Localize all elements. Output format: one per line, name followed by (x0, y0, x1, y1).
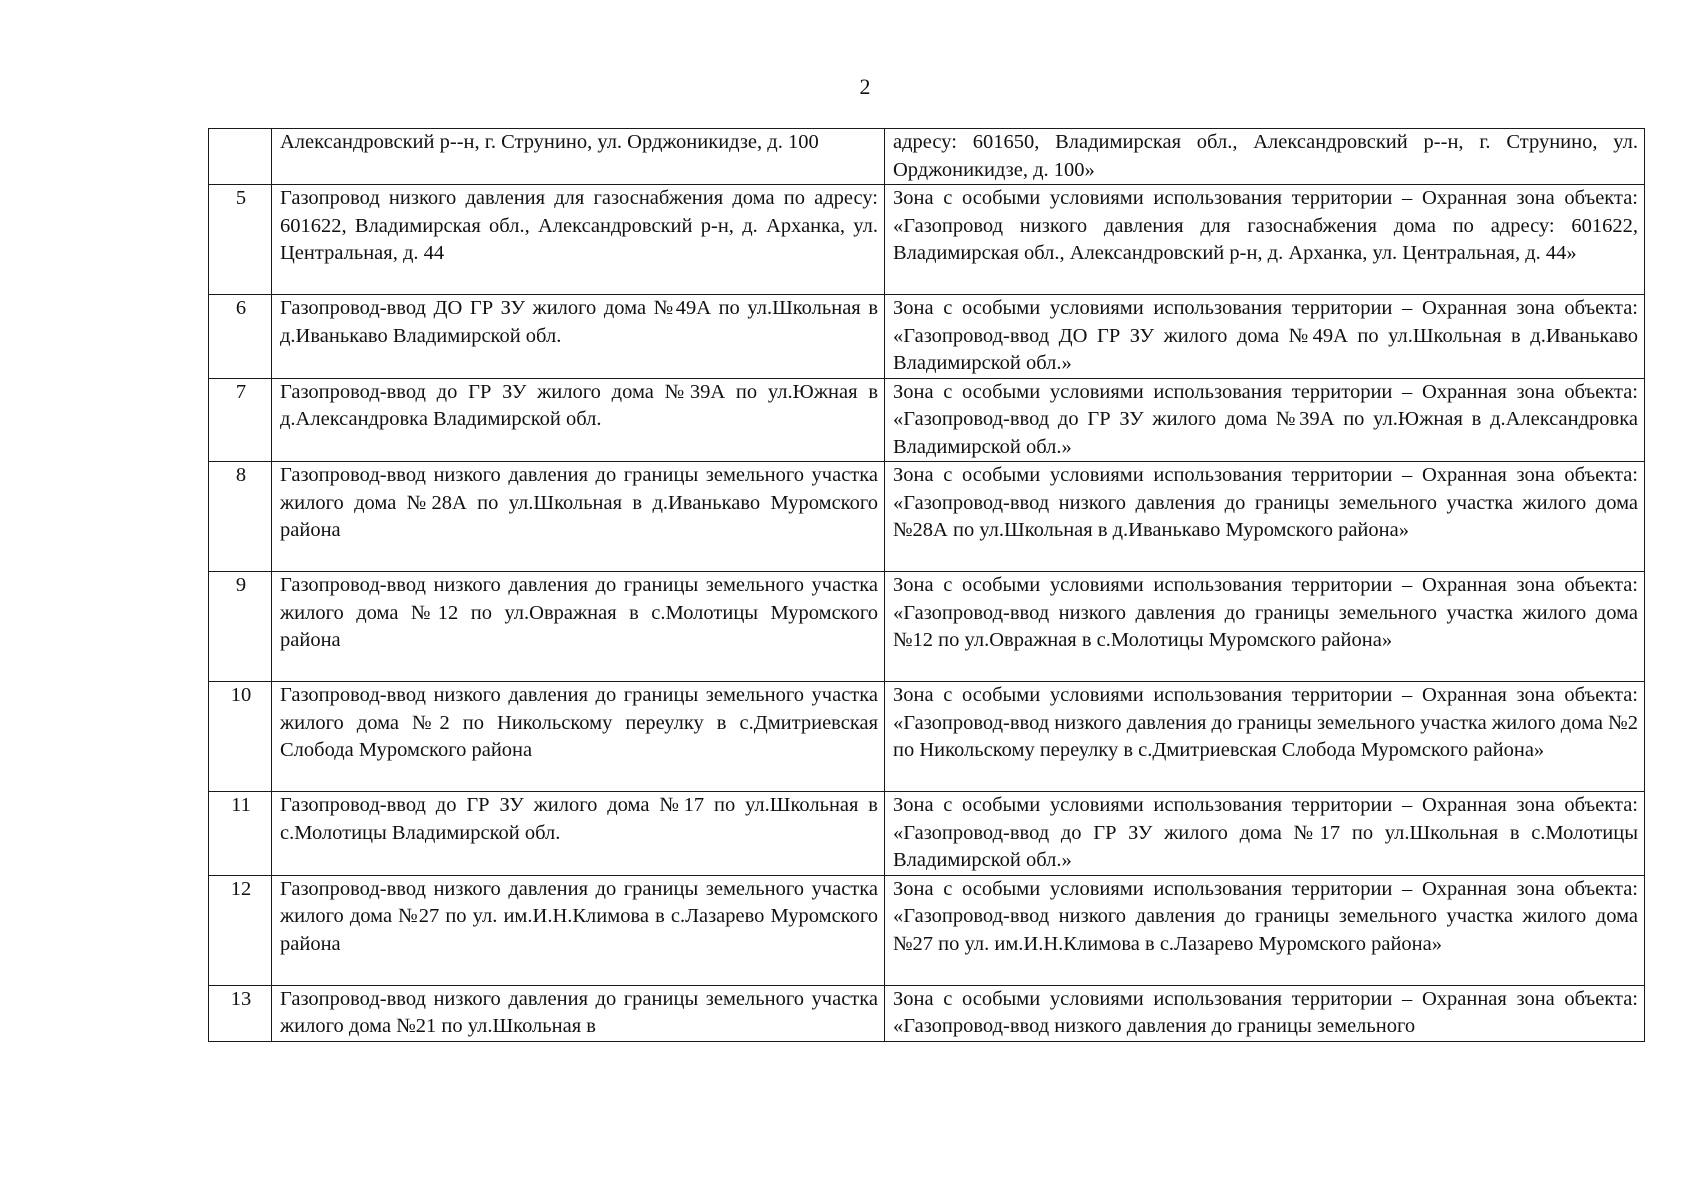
object-name: Александровский р--н, г. Струнино, ул. Орджоникидзе, д. 100 (272, 129, 885, 185)
zone-description: Зона с особыми условиями использования территории – Охранная зона объекта: «Газопровод-ввод низкого давления до границы земельного участка жилого дома №2 по Никольскому переулку в с.Дмитриевская Слобода Муромского района» (885, 682, 1645, 792)
zone-description: Зона с особыми условиями использования территории – Охранная зона объекта: «Газопровод-ввод низкого давления до границы земельного участка жилого дома №28А по ул.Школьная в д.Иванькаво Муромского района» (885, 462, 1645, 572)
zone-description: Зона с особыми условиями использования территории – Охранная зона объекта: «Газопровод низкого давления для газоснабжения дома по адресу: 601622, Владимирская обл., Александровский р-н, д. Арханка, ул. Центральная, д. 44» (885, 185, 1645, 295)
object-name: Газопровод-ввод низкого давления до границы земельного участка жилого дома №21 по ул.Школьная в (272, 985, 885, 1041)
table-row (209, 875, 1645, 985)
row-number: 7 (209, 378, 272, 462)
row-number: 5 (209, 185, 272, 295)
object-name: Газопровод низкого давления для газоснабжения дома по адресу: 601622, Владимирская обл., Александровский р-н, д. Арханка, ул. Центральная, д. 44 (272, 185, 885, 295)
table-row (209, 792, 1645, 876)
object-name: Газопровод-ввод низкого давления до границы земельного участка жилого дома №12 по ул.Овражная в с.Молотицы Муромского района (272, 572, 885, 682)
zone-description: адресу: 601650, Владимирская обл., Александровский р--н, г. Струнино, ул. Орджоникидзе, д. 100» (885, 129, 1645, 185)
object-name: Газопровод-ввод низкого давления до границы земельного участка жилого дома №28А по ул.Школьная в д.Иванькаво Муромского района (272, 462, 885, 572)
object-name: Газопровод-ввод ДО ГР ЗУ жилого дома №49А по ул.Школьная в д.Иванькаво Владимирской обл. (272, 295, 885, 379)
object-name: Газопровод-ввод до ГР ЗУ жилого дома №17 по ул.Школьная в с.Молотицы Владимирской обл. (272, 792, 885, 876)
row-number: 12 (209, 875, 272, 985)
object-name: Газопровод-ввод до ГР ЗУ жилого дома №39А по ул.Южная в д.Александровка Владимирской обл. (272, 378, 885, 462)
row-number: 11 (209, 792, 272, 876)
row-number: 6 (209, 295, 272, 379)
table-row (209, 985, 1645, 1041)
zone-description: Зона с особыми условиями использования территории – Охранная зона объекта: «Газопровод-ввод низкого давления до границы земельного участка жилого дома №12 по ул.Овражная в с.Молотицы Муромского района» (885, 572, 1645, 682)
table-row (209, 682, 1645, 792)
table-row (209, 462, 1645, 572)
row-number: 8 (209, 462, 272, 572)
zone-description: Зона с особыми условиями использования территории – Охранная зона объекта: «Газопровод-ввод ДО ГР ЗУ жилого дома №49А по ул.Школьная в д.Иванькаво Владимирской обл.» (885, 295, 1645, 379)
page-number: 2 (859, 74, 871, 99)
row-number: 10 (209, 682, 272, 792)
zone-description: Зона с особыми условиями использования территории – Охранная зона объекта: «Газопровод-ввод низкого давления до границы земельного участка жилого дома №27 по ул. им.И.Н.Климова в с.Лазарево Муромского района» (885, 875, 1645, 985)
table-row (209, 185, 1645, 295)
object-name: Газопровод-ввод низкого давления до границы земельного участка жилого дома №2 по Никольскому переулку в с.Дмитриевская Слобода Муромского района (272, 682, 885, 792)
row-number: 13 (209, 985, 272, 1041)
protection-zones-table (208, 128, 1645, 1042)
row-number (209, 129, 272, 185)
zone-description: Зона с особыми условиями использования территории – Охранная зона объекта: «Газопровод-ввод низкого давления до границы земельного (885, 985, 1645, 1041)
object-name: Газопровод-ввод низкого давления до границы земельного участка жилого дома №27 по ул. им.И.Н.Климова в с.Лазарево Муромского района (272, 875, 885, 985)
table-row (209, 572, 1645, 682)
zone-description: Зона с особыми условиями использования территории – Охранная зона объекта: «Газопровод-ввод до ГР ЗУ жилого дома №17 по ул.Школьная в с.Молотицы Владимирской обл.» (885, 792, 1645, 876)
table-row (209, 295, 1645, 379)
zone-description: Зона с особыми условиями использования территории – Охранная зона объекта: «Газопровод-ввод до ГР ЗУ жилого дома №39А по ул.Южная в д.Александровка Владимирской обл.» (885, 378, 1645, 462)
row-number: 9 (209, 572, 272, 682)
table-row (209, 129, 1645, 185)
table-row (209, 378, 1645, 462)
